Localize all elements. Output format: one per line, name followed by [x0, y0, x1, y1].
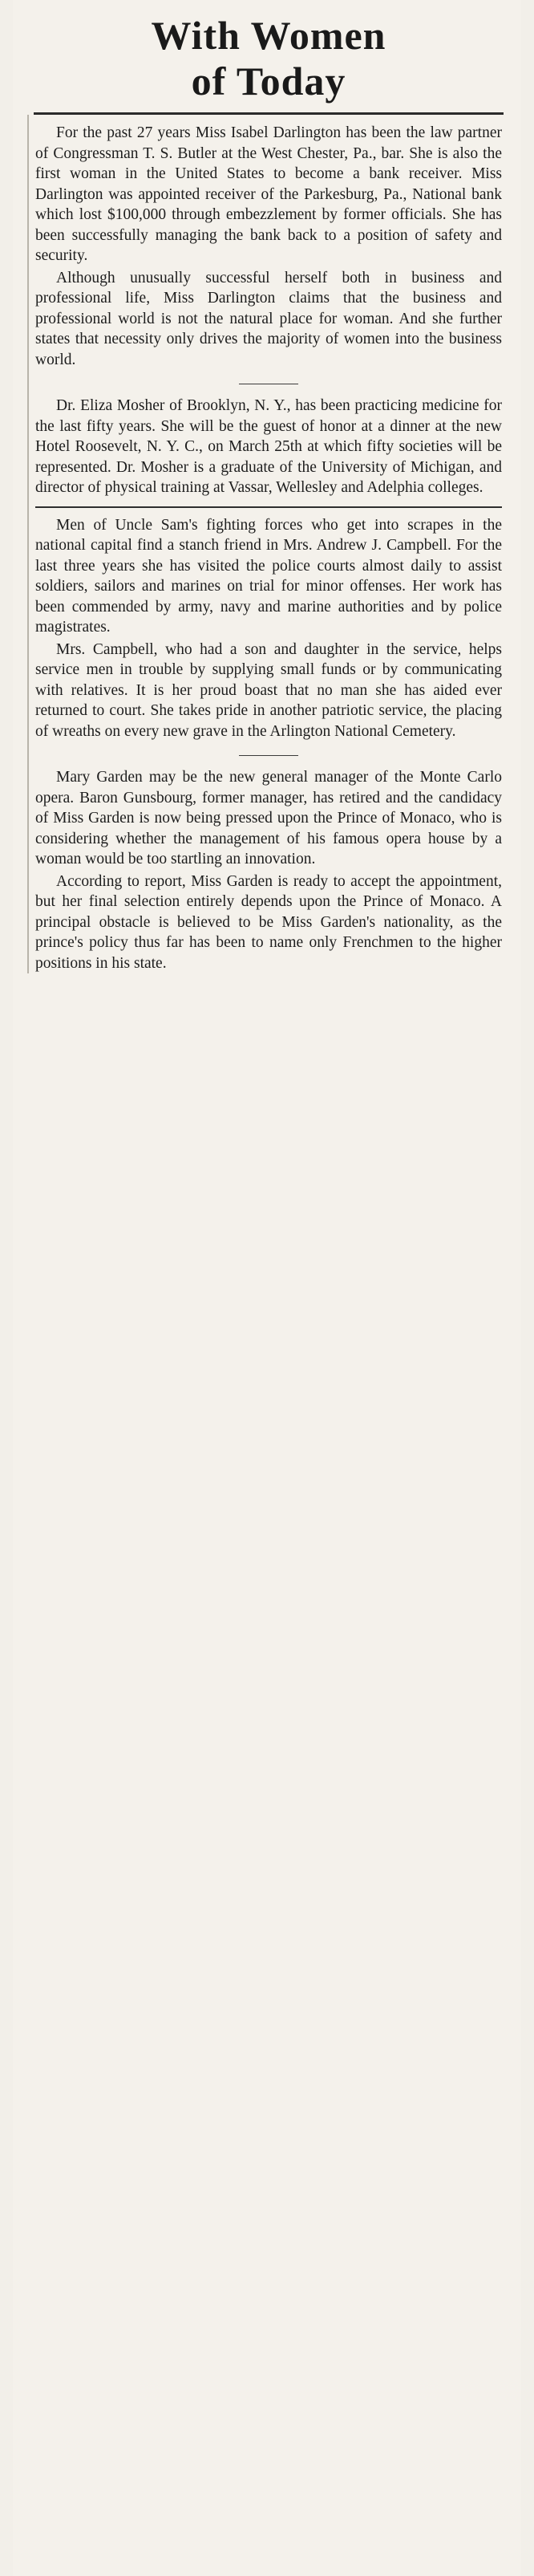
- newspaper-column: [13, 0, 521, 2576]
- article-section-garden: [35, 767, 502, 973]
- article-body: [35, 115, 502, 973]
- headline-line-1: With Women: [151, 13, 386, 58]
- section-rule: [35, 506, 502, 508]
- paragraph: For the past 27 years Miss Isabel Darlington has been the law partner of Congressman T. S. Butler at the West Chester, Pa., bar. She is also the first woman in the United States to become a bank receiver. Miss Darlington was appointed receiver of the Parkesburg, Pa., National bank which lost $100,000 through embezzlement by former officials. She has been successfully managing the bank back to a position of safety and security.: [35, 124, 502, 264]
- paragraph: Mrs. Campbell, who had a son and daughter in the service, helps service men in trouble by supplying small funds or by communicating with relatives. It is her proud boast that no man she has aided ever returned to court. She takes pride in another patriotic service, the placing of wreaths on every new grave in the Arlington National Cemetery.: [35, 640, 502, 740]
- section-divider: [35, 749, 502, 760]
- paragraph: Men of Uncle Sam's fighting forces who get into scrapes in the national capital find a stanch friend in Mrs. Andrew J. Campbell. For the last three years she has visited the police courts almost daily to assist soldiers, sailors and marines on trial for minor offenses. Her work has been commended by army, navy and marine authorities and by police magistrates.: [35, 516, 502, 636]
- paragraph: Dr. Eliza Mosher of Brooklyn, N. Y., has been practicing medicine for the last fifty years. She will be the guest of honor at a dinner at the new Hotel Roosevelt, N. Y. C., on March 25th at which fifty societies will be represented. Dr. Mosher is a graduate of the University of Michigan, and director of physical training at Vassar, Wellesley and Adelphia colleges.: [35, 397, 502, 496]
- paragraph: Mary Garden may be the new general manager of the Monte Carlo opera. Baron Gunsbourg, former manager, has retired and the candidacy of Miss Garden is now being pressed upon the Prince of Monaco, who is considering whether the management of his famous opera house by a woman would be too startling an innovation.: [35, 769, 502, 867]
- divider-rule-left: [239, 755, 298, 756]
- paragraph: Although unusually successful herself both in business and professional life, Miss Darlington claims that the business and professional world is not the natural place for woman. And she further states that necessity only drives the majority of women into the business world.: [35, 269, 502, 368]
- article-section-darlington: [35, 123, 502, 370]
- article-section-campbell: [35, 515, 502, 742]
- article-section-mosher: [35, 396, 502, 498]
- section-divider: [35, 377, 502, 388]
- page-title: [34, 8, 504, 115]
- paragraph: According to report, Miss Garden is ready to accept the appointment, but her final selection entirely depends upon the Prince of Monaco. A principal obstacle is believed to be Miss Garden's nationality, as the prince's policy thus far has been to name only Frenchmen to the higher positions in his state.: [35, 872, 502, 972]
- headline-line-2: of Today: [191, 59, 346, 104]
